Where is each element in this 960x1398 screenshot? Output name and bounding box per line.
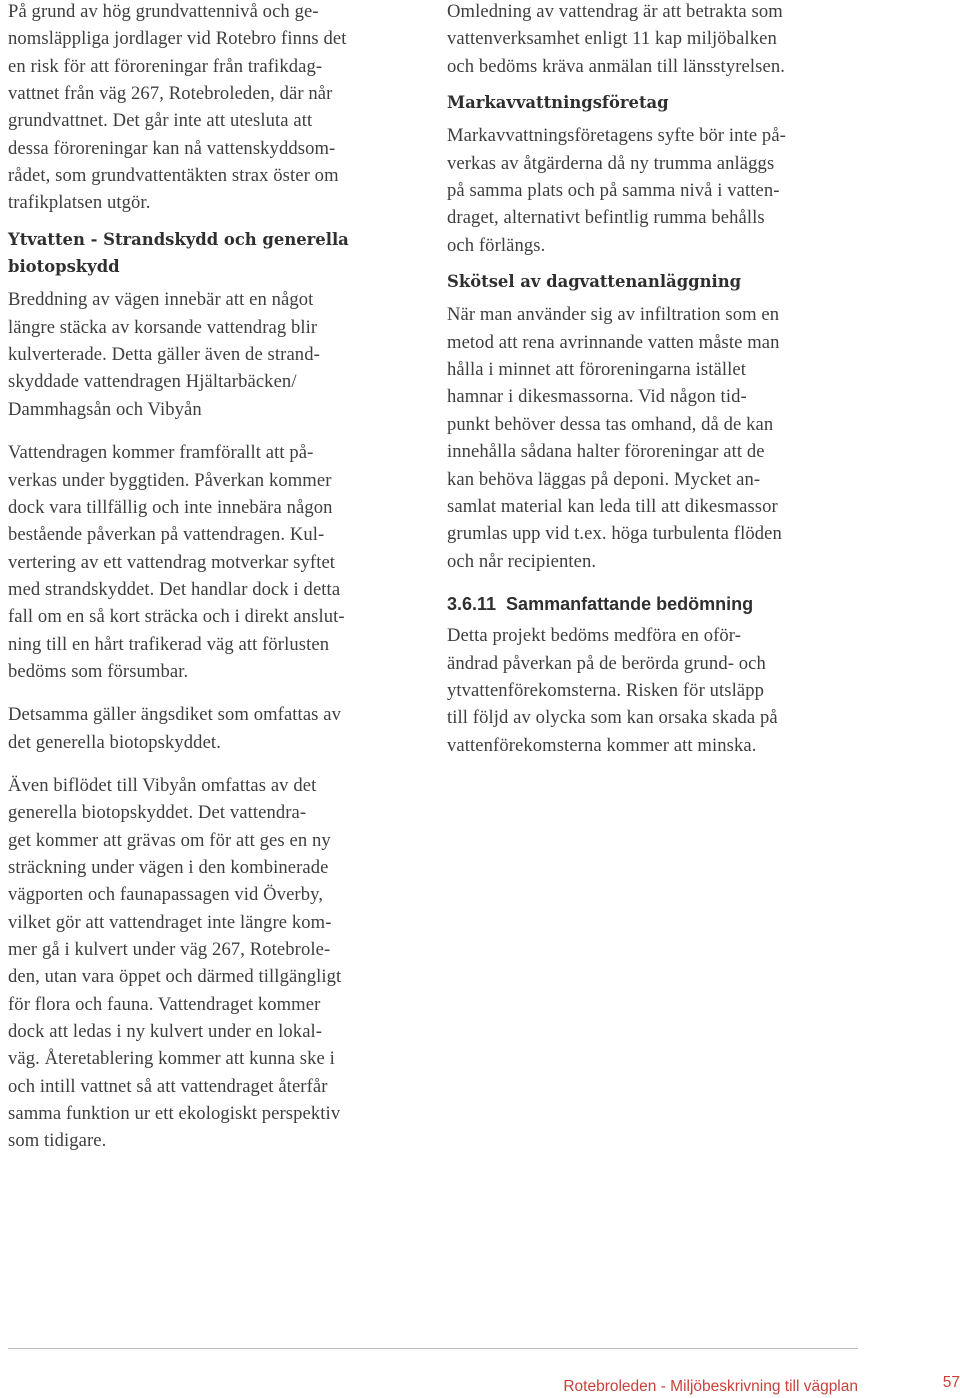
text-line: rådet, som grundvattentäkten strax öster om [8, 165, 339, 187]
text-line: bestående påverkan på vattendragen. Kul- [8, 524, 325, 546]
text-line: på samma plats och på samma nivå i vatten- [447, 180, 780, 202]
text-line: vattnet från väg 267, Rotebroleden, där når [8, 83, 333, 105]
text-line: Breddning av vägen innebär att en något [8, 289, 314, 311]
text-line: dessa föroreningar kan nå vattenskyddsom- [8, 137, 336, 159]
text-line: dock vara tillfällig och inte innebära någon [8, 496, 333, 518]
text-line: Detsamma gäller ängsdiket som omfattas av [8, 704, 342, 726]
text-line: vertering av ett vattendrag motverkar syftet [8, 551, 336, 573]
text-line: metod att rena avrinnande vatten måste man [447, 331, 780, 353]
footer-title: Rotebroleden - Miljöbeskrivning till vägplan [563, 1378, 858, 1395]
text-line: draget, alternativt befintlig rumma behålls [447, 207, 765, 229]
text-line: Vattendragen kommer framförallt att på- [8, 442, 314, 464]
text-line: det generella biotopskyddet. [8, 731, 221, 753]
text-line: och når recipienten. [447, 550, 597, 572]
text-line: och intill vattnet så att vattendraget återfår [8, 1075, 328, 1097]
text-line: nomsläppliga jordlager vid Rotebro finns det [8, 28, 347, 50]
text-line: för flora och fauna. Vattendraget kommer [8, 993, 321, 1015]
section-heading [8, 226, 428, 281]
text-line: en risk för att föroreningar från trafikdag- [8, 55, 323, 77]
text-line: till följd av olycka som kan orsaka skada på [447, 707, 778, 729]
text-line: ning till en hårt trafikerad väg att förlusten [8, 633, 330, 655]
footer-divider [8, 1348, 858, 1349]
text-line: med strandskyddet. Det handlar dock i detta [8, 578, 341, 600]
paragraph [447, 0, 867, 80]
text-line: grumlas upp vid t.ex. höga turbulenta flöden [447, 523, 782, 545]
text-line: verkas av åtgärderna då ny trumma anläggs [447, 152, 775, 174]
section-heading: 3.6.11 Sammanfattande bedömning [447, 593, 754, 614]
paragraph [447, 622, 867, 759]
paragraph [447, 122, 867, 259]
text-line: kan behöva läggas på deponi. Mycket an- [447, 468, 761, 490]
paragraph [8, 439, 428, 685]
text-line: vägporten och faunapassagen vid Överby, [8, 884, 324, 906]
text-line: dock att ledas i ny kulvert under en lokal- [8, 1021, 323, 1043]
page-number: 57 [942, 1374, 960, 1391]
text-line: På grund av hög grundvattennivå och ge- [8, 1, 319, 22]
text-line: kulverterade. Detta gäller även de strand- [8, 344, 320, 366]
text-line: Även biflödet till Vibyån omfattas av det [8, 774, 317, 796]
section-heading: Skötsel av dagvattenanläggning [447, 272, 742, 292]
paragraph [8, 701, 428, 756]
text-line: sträckning under vägen i den kombinerade [8, 856, 329, 878]
text-line: trafikplatsen utgör. [8, 192, 151, 214]
text-line: och bedöms kräva anmälan till länsstyrelsen. [447, 55, 785, 77]
text-line: get kommer att grävas om för att ges en ny [8, 829, 331, 851]
section-heading: Markavvattningsföretag [447, 93, 669, 113]
text-line: samlat material kan leda till att dikesmassor [447, 495, 778, 517]
text-line: verkas under byggtiden. Påverkan kommer [8, 469, 332, 491]
text-line: Omledning av vattendrag är att betrakta som [447, 1, 783, 22]
text-line: den, utan vara öppet och därmed tillgängligt [8, 966, 342, 988]
text-line: skyddade vattendragen Hjältarbäcken/ [8, 371, 297, 393]
heading-line: biotopskydd [8, 257, 120, 277]
text-line: bedöms som försumbar. [8, 660, 189, 682]
text-line: vattenförekomsterna kommer att minska. [447, 734, 757, 756]
text-line: vattenverksamhet enligt 11 kap miljöbalken [447, 28, 777, 50]
text-line: fall om en så kort sträcka och i direkt anslut- [8, 606, 345, 628]
text-line: samma funktion ur ett ekologiskt perspektiv [8, 1103, 341, 1125]
paragraph [8, 772, 428, 1155]
left-column [8, 0, 428, 1155]
right-column [447, 0, 867, 759]
text-line: innehålla sådana halter föroreningar att de [447, 441, 765, 463]
text-line: Dammhagsån och Vibyån [8, 398, 202, 420]
text-line: Detta projekt bedöms medföra en oför- [447, 625, 742, 647]
text-line: vilket gör att vattendraget inte längre kom- [8, 911, 332, 933]
text-line: Markavvattningsföretagens syfte bör inte på- [447, 125, 786, 147]
text-line: När man använder sig av infiltration som en [447, 304, 780, 326]
paragraph [447, 301, 867, 574]
paragraph [8, 0, 428, 217]
text-line: generella biotopskyddet. Det vattendra- [8, 802, 307, 824]
heading-line: Ytvatten - Strandskydd och generella [8, 229, 349, 249]
text-line: hålla i minnet att föroreningarna istället [447, 359, 747, 381]
text-line: mer gå i kulvert under väg 267, Rotebrole- [8, 939, 331, 960]
text-line: hamnar i dikesmassorna. Vid någon tid- [447, 386, 747, 408]
text-line: grundvattnet. Det går inte att utesluta att [8, 110, 313, 132]
text-line: och förlängs. [447, 234, 546, 256]
text-line: punkt behöver dessa tas omhand, då de kan [447, 413, 774, 435]
text-line: längre stäcka av korsande vattendrag blir [8, 316, 318, 338]
text-line: väg. Återetablering kommer att kunna ske i [8, 1048, 335, 1070]
text-line: ändrad påverkan på de berörda grund- och [447, 652, 766, 674]
text-line: ytvattenförekomsterna. Risken för utsläpp [447, 679, 765, 701]
paragraph [8, 286, 428, 423]
text-line: som tidigare. [8, 1130, 107, 1152]
